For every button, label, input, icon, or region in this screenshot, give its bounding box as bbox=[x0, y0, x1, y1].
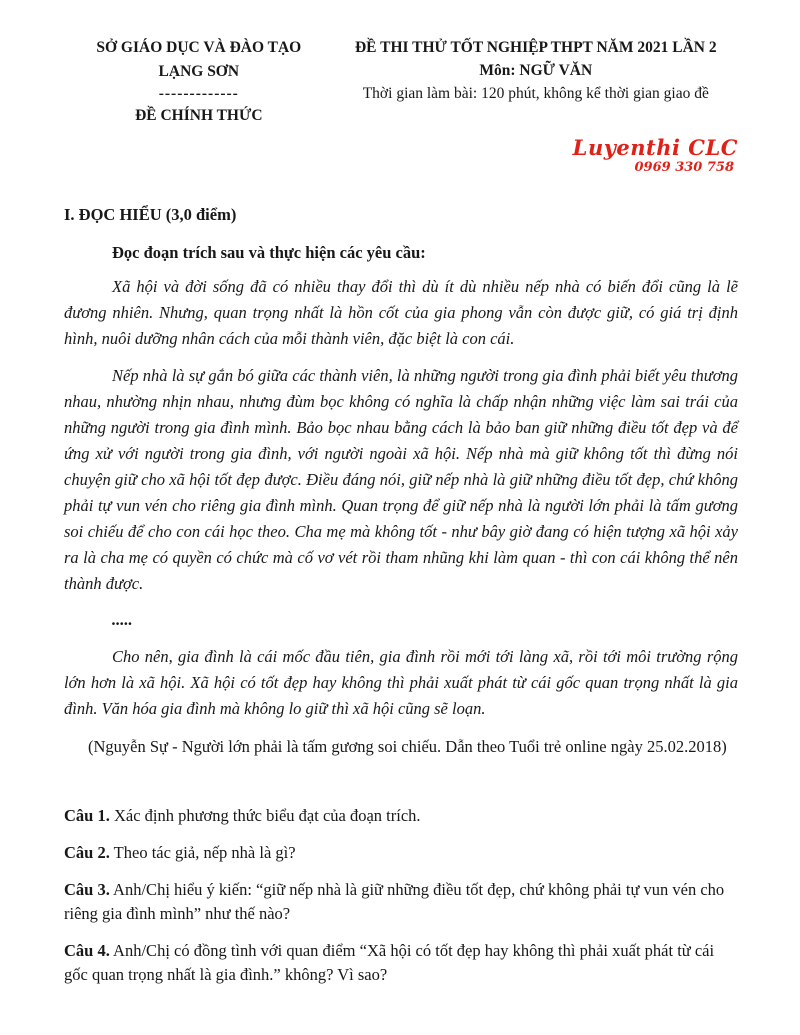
question-item-1 bbox=[64, 804, 738, 828]
question-1-label: Câu 1. bbox=[64, 806, 110, 826]
question-4-text: Anh/Chị có đồng tình với quan điểm “Xã hội có tốt đẹp hay không thì phải xuất phát từ cái gốc quan trọng nhất là gia đình.” không? Vì sao? bbox=[64, 941, 715, 985]
section-title: I. ĐỌC HIỂU (3,0 điểm) bbox=[64, 205, 237, 225]
department-name: SỞ GIÁO DỤC VÀ ĐÀO TẠO bbox=[96, 39, 302, 56]
exam-subject: Môn: NGỮ VĂN bbox=[479, 62, 593, 79]
reading-instruction: Đọc đoạn trích sau và thực hiện các yêu cầu: bbox=[112, 243, 426, 263]
question-3-text: Anh/Chị hiểu ý kiến: “giữ nếp nhà là giữ những điều tốt đẹp, chứ không phải tự vun vén cho riêng gia đình mình” như thế nào? bbox=[64, 880, 725, 924]
excerpt-paragraph-2: Nếp nhà là sự gắn bó giữa các thành viên, là những người trong gia đình phải biết yêu thương nhau, nhường nhịn nhau, nhưng đùm bọc không có nghĩa là chấp nhận những việc làm sai trái của những người trong gia đình mình. Bảo bọc nhau bằng cách là bảo ban giữ những điều tốt đẹp và để ứng xử với người trong gia đình, với người ngoài xã hội. Nếp nhà mà giữ không tốt thì đừng nói chuyện giữ cho xã hội tốt đẹp được. Điều đáng nói, giữ nếp nhà là giữ những điều tốt đẹp, chứ không phải tự vun vén cho riêng gia đình mình. Quan trọng để giữ nếp nhà là người lớn phải là tấm gương soi chiếu để cho con cái học theo. Cha mẹ mà không tốt - như bây giờ đang có hiện tượng xã hội xảy ra là cha mẹ có quyền có chức mà cố vơ vét rồi tham nhũng khi làm quan - thì con cái không thể nên thành được. bbox=[64, 366, 738, 594]
excerpt-ellipsis: ..... bbox=[112, 610, 133, 630]
question-3-label: Câu 3. bbox=[64, 880, 110, 900]
excerpt-paragraph-3: Cho nên, gia đình là cái mốc đầu tiên, gia đình rồi mới tới làng xã, rồi tới môi trường rộng lớn hơn là xã hội. Xã hội có tốt đẹp hay không thì phải xuất phát từ cái gốc quan trọng nhất là gia đình. Văn hóa gia đình mà không lo giữ thì xã hội cũng sẽ loạn. bbox=[64, 647, 738, 719]
excerpt-source-citation: (Nguyễn Sự - Người lớn phải là tấm gương soi chiếu. Dẫn theo Tuổi trẻ online ngày 25.02.2018) bbox=[88, 737, 727, 757]
official-exam-label: ĐỀ CHÍNH THỨC bbox=[135, 107, 263, 124]
separator-dashes: ------------- bbox=[158, 85, 239, 102]
question-item-4 bbox=[64, 939, 738, 987]
question-2-text: Theo tác giả, nếp nhà là gì? bbox=[109, 843, 296, 863]
issuing-authority-block bbox=[64, 36, 334, 128]
brand-phone-number: 0969 330 758 bbox=[634, 160, 734, 176]
question-item-2 bbox=[64, 841, 738, 865]
excerpt-paragraph-1: Xã hội và đời sống đã có nhiều thay đổi thì dù ít dù nhiều nếp nhà có biến đổi cũng là lẽ đương nhiên. Nhưng, quan trọng nhất là hồn cốt của gia phong vẫn còn được giữ, có giá trị định hình, nuôi dưỡng nhân cách của mỗi thành viên, đặc biệt là con cái. bbox=[64, 277, 738, 349]
exam-title: ĐỀ THI THỬ TỐT NGHIỆP THPT NĂM 2021 LẦN 2 bbox=[354, 39, 717, 56]
question-1-text: Xác định phương thức biểu đạt của đoạn trích. bbox=[109, 806, 421, 826]
brand-watermark bbox=[64, 136, 738, 175]
document-header bbox=[64, 36, 738, 128]
exam-title-block bbox=[334, 36, 738, 105]
question-item-3 bbox=[64, 878, 738, 926]
questions-list bbox=[64, 804, 738, 987]
brand-logo-text: Luyenthi CLC bbox=[572, 135, 738, 160]
exam-duration: Thời gian làm bài: 120 phút, không kể thời gian giao đề bbox=[362, 85, 709, 102]
question-2-label: Câu 2. bbox=[64, 843, 110, 863]
question-4-label: Câu 4. bbox=[64, 941, 110, 961]
province-name: LẠNG SƠN bbox=[158, 63, 240, 80]
